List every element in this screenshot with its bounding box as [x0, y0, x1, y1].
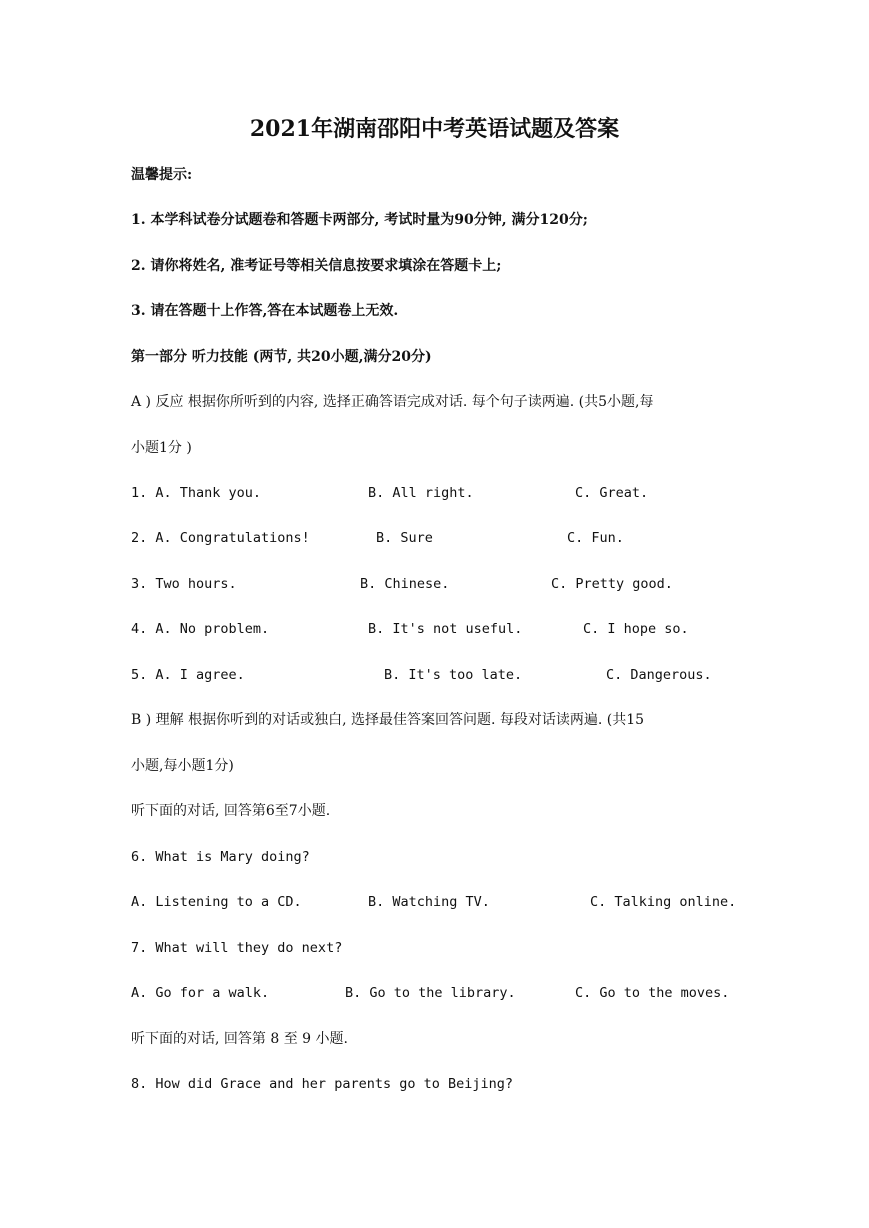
q5-option-c: C. Dangerous. — [606, 667, 712, 683]
dialogue-intro-8-9: 听下面的对话, 回答第 8 至 9 小题. — [131, 1031, 348, 1047]
q2-option-c: C. Fun. — [567, 530, 624, 546]
q6-option-a: A. Listening to a CD. — [131, 894, 302, 910]
q2-option-a: 2. A. Congratulations! — [131, 530, 310, 546]
q6-question: 6. What is Mary doing? — [131, 849, 310, 865]
dialogue-intro-6-7: 听下面的对话, 回答第6至7小题. — [131, 803, 331, 819]
q8-question: 8. How did Grace and her parents go to Beijing? — [131, 1076, 514, 1092]
q7-question: 7. What will they do next? — [131, 940, 343, 956]
notice-item-1: 1. 本学科试卷分试题卷和答题卡两部分, 考试时量为90分钟, 满分120分; — [131, 212, 588, 228]
q7-option-a: A. Go for a walk. — [131, 985, 270, 1001]
q3-option-b: B. Chinese. — [360, 576, 450, 592]
section-b-instruction: B ) 理解 根据你听到的对话或独白, 选择最佳答案回答问题. 每段对话读两遍. (共15 — [131, 712, 645, 728]
q1-option-a: 1. A. Thank you. — [131, 485, 262, 501]
q7-option-c: C. Go to the moves. — [575, 985, 730, 1001]
notice-item-2: 2. 请你将姓名, 准考证号等相关信息按要求填涂在答题卡上; — [131, 258, 502, 274]
q7-option-b: B. Go to the library. — [345, 985, 516, 1001]
q1-option-c: C. Great. — [575, 485, 649, 501]
q1-option-b: B. All right. — [368, 485, 474, 501]
q5-option-b: B. It's too late. — [384, 667, 523, 683]
page-title: 2021年湖南邵阳中考英语试题及答案 — [249, 116, 620, 142]
q3-option-c: C. Pretty good. — [551, 576, 673, 592]
q6-option-c: C. Talking online. — [590, 894, 737, 910]
q2-option-b: B. Sure — [376, 530, 433, 546]
q3-option-a: 3. Two hours. — [131, 576, 237, 592]
q6-option-b: B. Watching TV. — [368, 894, 490, 910]
notice-item-3: 3. 请在答题十上作答,答在本试题卷上无效. — [131, 303, 399, 319]
q4-option-b: B. It's not useful. — [368, 621, 523, 637]
notice-heading: 温馨提示: — [131, 167, 193, 183]
section-a-instruction-cont: 小题1分 ) — [131, 440, 192, 456]
q4-option-a: 4. A. No problem. — [131, 621, 270, 637]
part1-heading: 第一部分 听力技能 (两节, 共20小题,满分20分) — [131, 349, 432, 365]
section-a-instruction: A ) 反应 根据你所听到的内容, 选择正确答语完成对话. 每个句子读两遍. (共5小题,每 — [131, 394, 654, 410]
section-b-instruction-cont: 小题,每小题1分) — [131, 758, 234, 774]
q5-option-a: 5. A. I agree. — [131, 667, 245, 683]
q4-option-c: C. I hope so. — [583, 621, 689, 637]
